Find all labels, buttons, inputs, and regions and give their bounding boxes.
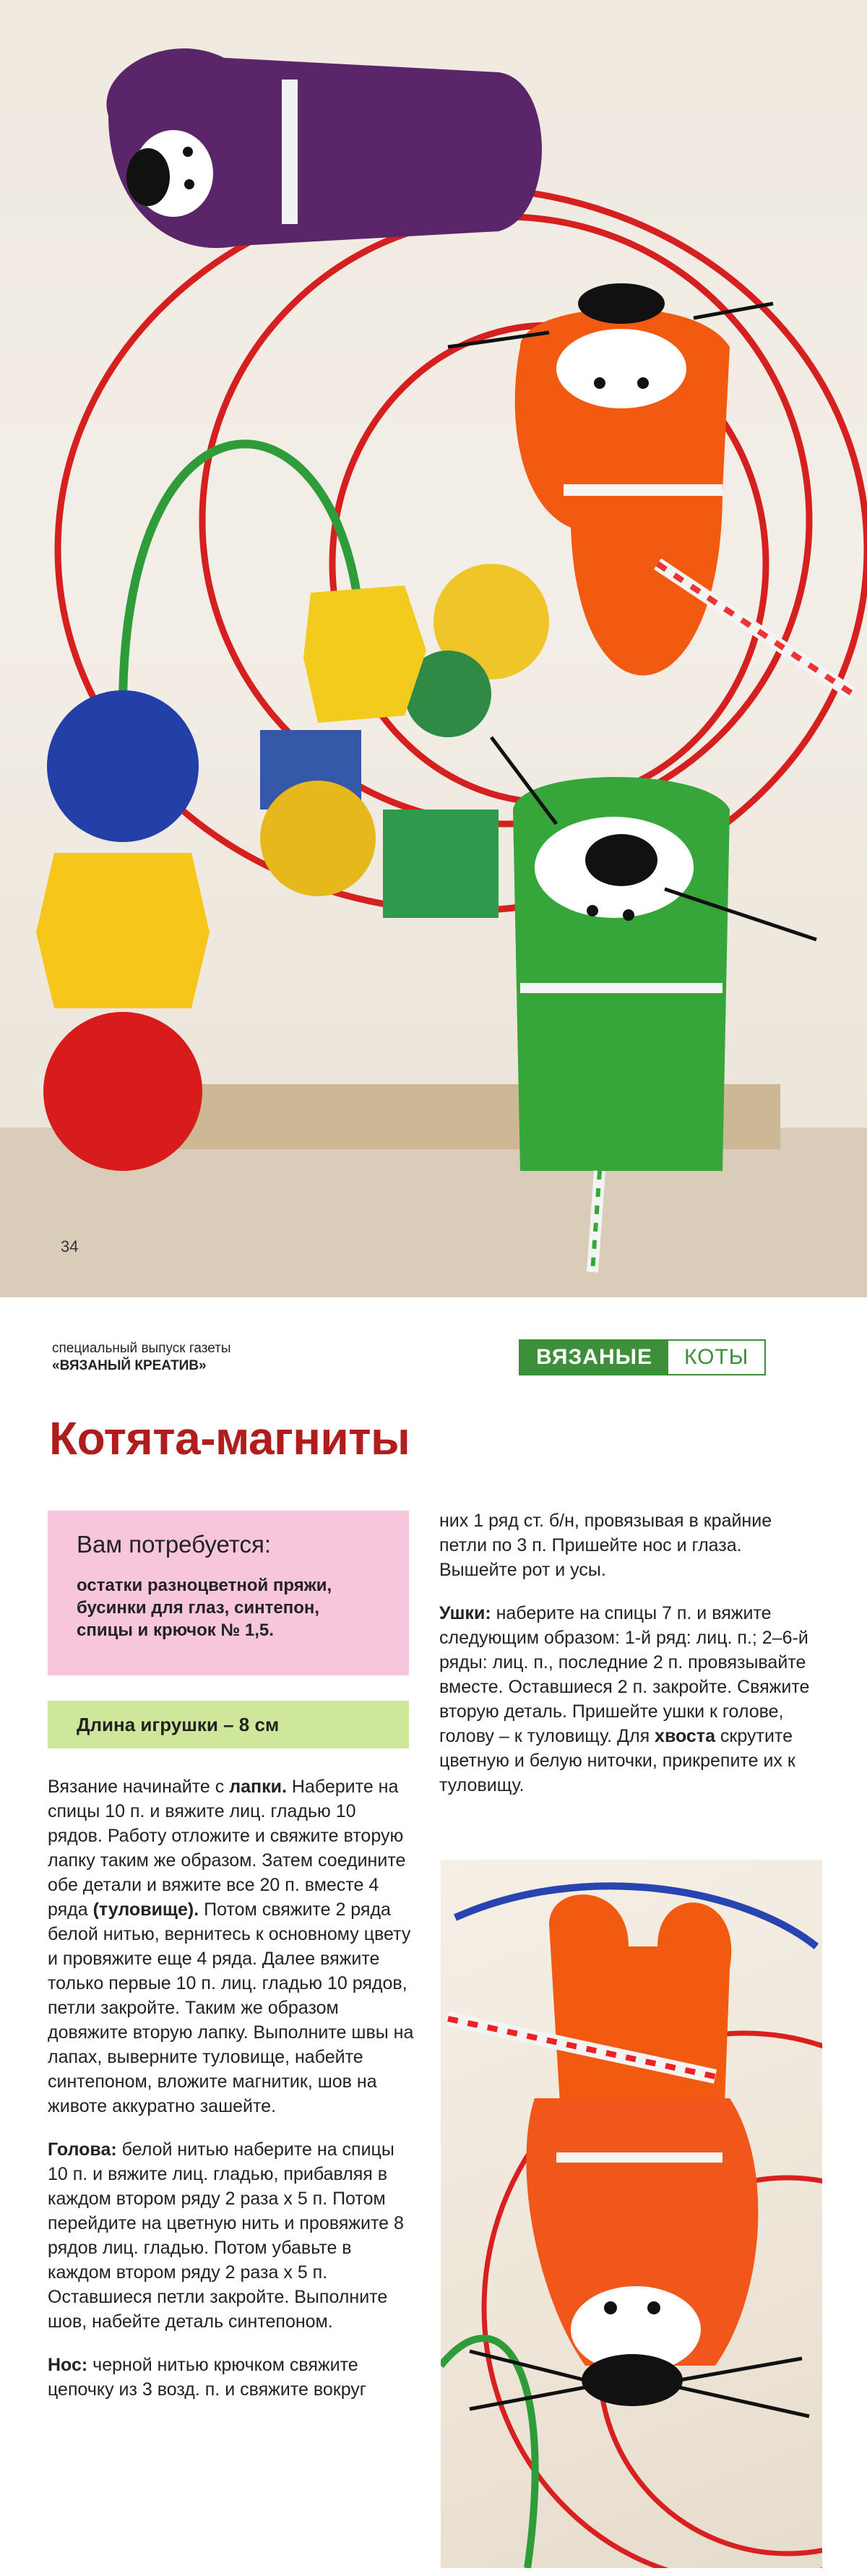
- left-column: [48, 1774, 415, 2421]
- section-tag-right: КОТЫ: [668, 1341, 764, 1374]
- section-tag-left: ВЯЗАНЫЕ: [520, 1341, 668, 1374]
- paragraph-body: [48, 1774, 415, 2118]
- text-run: Потом свяжите 2 ряда белой нитью, вернитесь к основному цвету и провяжите еще 4 ряда. Далее вяжите только первые 10 п. лиц. гладью 10 рядов, петли закройте. Таким же образом довяжите вторую лапку. Выполните швы на лапах, выверните туловище, набейте синтепоном, вложите магнитик, шов на животе аккуратно зашейте.: [48, 1899, 414, 2116]
- yellow-hex-bead: [303, 585, 426, 723]
- text-run: черной нитью крючком свяжите цепочку из 3 возд. п. и свяжите вокруг: [48, 2355, 366, 2400]
- materials-line: остатки разноцветной пряжи,: [77, 1576, 332, 1595]
- bold-term: Ушки:: [439, 1603, 491, 1623]
- purple-cat: [106, 48, 542, 248]
- green-block: [383, 810, 499, 918]
- toy-length-box: Длина игрушки – 8 см: [48, 1701, 409, 1748]
- orange-cat-image: [441, 1860, 822, 2568]
- text-run: скрутите цветную и белую ниточки, прикрепите их к туловищу.: [439, 1726, 795, 1795]
- bold-term: Нос:: [48, 2355, 88, 2375]
- article-title: Котята-магниты: [49, 1412, 410, 1464]
- publication-name: «ВЯЗАНЫЙ КРЕАТИВ»: [52, 1358, 207, 1373]
- right-column: [439, 1508, 821, 1816]
- text-run: белой нитью наберите на спицы 10 п. и вяжите лиц. гладью, прибавляя в каждом втором ряду 2 раза х 5 п. Потом перейдите на цветную нить и провяжите 8 рядов лиц. гладью. Потом убавьте в каждом втором ряду 2 раза х 5 п. Оставшиеся петли закройте. Выполните шов, набейте деталь синтепоном.: [48, 2139, 404, 2332]
- materials-line: бусинки для глаз, синтепон,: [77, 1598, 320, 1618]
- paragraph-ears: [439, 1601, 821, 1798]
- materials-line: спицы и крючок № 1,5.: [77, 1620, 274, 1640]
- materials-box: [48, 1511, 409, 1675]
- paragraph-nose-cont: них 1 ряд ст. б/н, провязывая в крайние петли по 3 п. Пришейте нос и глаза. Вышейте рот и усы.: [439, 1511, 772, 1580]
- publication-line: специальный выпуск газеты: [52, 1341, 231, 1356]
- red-bead: [43, 1012, 202, 1171]
- text-run: наберите на спицы 7 п. и вяжите следующим образом: 1-й ряд: лиц. п.; 2–6-й ряды: лиц. п., последние 2 п. провязывайте вместе. Оставшиеся 2 п. закройте. Свяжите вторую деталь. Пришейте ушки к голове, голову – к туловищу. Для: [439, 1603, 810, 1746]
- bold-term: лапки.: [229, 1777, 287, 1797]
- bold-term: (туловище).: [92, 1899, 199, 1920]
- paragraph-nose: [48, 2353, 415, 2402]
- text-run: Наберите на спицы 10 п. и вяжите лиц. гладью 10 рядов. Работу отложите и свяжите вторую лапку таким же образом. Затем соедините обе детали и вяжите все 20 п. вместе 4 ряда: [48, 1777, 406, 1920]
- blue-bead: [47, 690, 199, 842]
- article-page: [0, 1297, 867, 2576]
- bold-term: хвоста: [655, 1726, 715, 1746]
- orange-cat-photo: [441, 1860, 822, 2568]
- section-tag: [519, 1339, 766, 1375]
- bold-term: Голова:: [48, 2139, 117, 2160]
- yellow-bead-bg: [260, 781, 376, 896]
- yellow-bead: [36, 853, 210, 1008]
- materials-list: [77, 1574, 387, 1641]
- paragraph-head: [48, 2137, 415, 2334]
- page-number: 34: [61, 1237, 79, 1255]
- materials-heading: Вам потребуется:: [77, 1531, 272, 1558]
- text-run: Вязание начинайте с: [48, 1777, 230, 1797]
